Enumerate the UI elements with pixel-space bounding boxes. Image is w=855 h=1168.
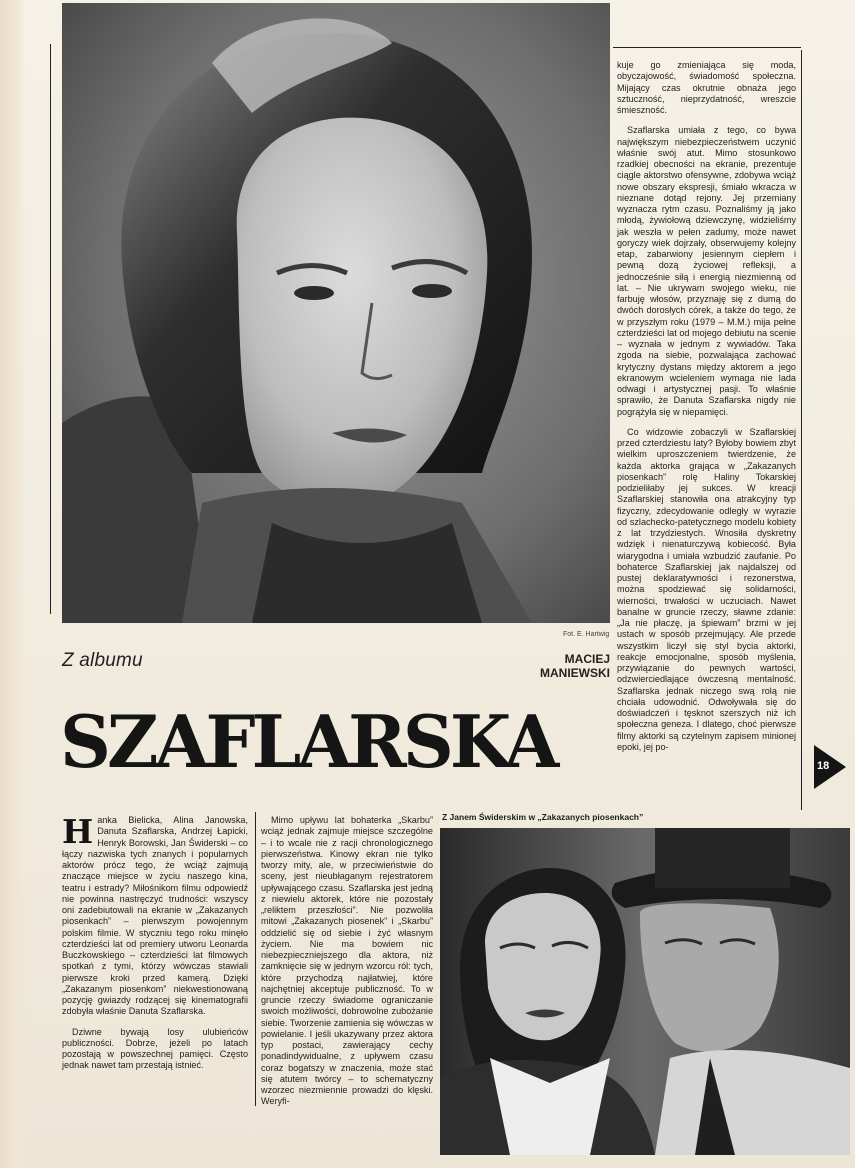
right-column-text <box>617 60 796 762</box>
portrait-photo <box>62 3 610 623</box>
film-still-photo <box>440 828 850 1155</box>
drop-cap: H <box>62 812 94 851</box>
lead-text: anka Bielicka, Alina Janowska, Danuta Szaflarska, Andrzej Łapicki, Henryk Borowski, Jan Świderski – co łączy nazwiska tych znanych i popularnych aktorów prócz tego, że wciąż zajmują znaczące miejsce w życiu naszego kina, teatru i estrady? Miłośnikom filmu odpowiedź nie powinna nastręczyć trudności: wszyscy oni zadebiutowali na ekranie w „Zakazanych piosenkach” – pierwszym powojennym polskim filmie. W styczniu tego roku minęło czterdzieści lat od premiery utworu Leonarda Buczkowskiego – czterdzieści lat filmowych spotkań z tymi, którzy wówczas stawiali pierwsze kroki przed kamerą. Dzięki „Zakazanym piosenkom” niekwestionowaną pozycję gwiazdy rodzącej się kinematografii zdobyła właśnie Danuta Szaflarska. <box>62 815 248 1017</box>
author-byline <box>520 652 610 680</box>
photo-credit: Fot. E. Hartwig <box>563 631 610 638</box>
column-paragraph: Dziwne bywają losy ulubieńców publiczności. Dobrze, jeżeli po latach pozostają w powszechnej pamięci. Często jednak nawet tam przestają istnieć. <box>62 1026 248 1071</box>
section-kicker: Z albumu <box>62 650 143 671</box>
portrait-image <box>62 3 610 623</box>
page-number: 18 <box>817 760 830 772</box>
author-last-name: MANIEWSKI <box>540 666 610 680</box>
left-rule <box>50 44 51 614</box>
lead-paragraph <box>62 812 248 1018</box>
right-paragraph: Szaflarska umiała z tego, co bywa największym niebezpieczeństwem uczynić właśnie swój atut. Mimo stosunkowo rzadkiej obecności na ekranie, prezentuje ciągle aktorstwo ofensywne, zdobywa wciąż nowe obszary ekspresji, śmiało wkracza w nieznane dotąd rejony. Jej przemiany wyznacza rytm czasu. Poznaliśmy ją jako młodą, żywiołową dziewczynę, widzieliśmy jak weszła w pełen zadumy, może nawet goryczy wiek dojrzały, obserwujemy kolejny etap, zabarwiony jesiennym ciepłem i pewną dozą życiowej refleksji, a jednocześnie siłą i energią niezmienną od lat. – Nie ukrywam swojego wieku, nie farbuję włosów, przyznaję się z dumą do dwóch dorosłych córek, a także do tego, że w przyszłym roku (1979 – M.M.) mija pełne czterdzieści lat od mojego debiutu na scenie – wyznała w jednym z wywiadów. Taka zgoda na siebie, pozwalająca zachować krytyczny dystans między aktorem a jego ekranowym wcieleniem wymaga nie lada odwagi i artystycznej pasji. To właśnie sprawiło, że Danuta Szaflarska nigdy nie pogrążyła się w niepamięci. <box>617 125 796 417</box>
right-paragraph: Co widzowie zobaczyli w Szaflarskiej przed czterdziestu laty? Byłoby bowiem zbyt wielkim uproszczeniem twierdzenie, że każda aktorka grająca w „Zakazanych piosenkach” rolę Haliny Tokarskiej podzieliłaby jej sukces. W kreacji Szaflarskiej stanowiła ona atrakcyjny typ fizyczny, zdecydowanie odległy w wyrazie od szlachecko-patetycznego modelu kobiety z lat trzydziestych. Wnosiła dyskretny wdzięk i nienaturczywą kobiecość. Była wiarygodna i umiała wzbudzić zaufanie. Po bohaterce Szaflarskiej jak najdalszej od pustej deklaratywności i rezonerstwa, można spodziewać się solidarności, wierności, trwałości w uczuciach. Nawet banalne w gruncie rzeczy, sławne zdanie: „Ja nie płaczę, ja śpiewam” brzmi w jej ustach w sposób przejmujący. Ale przede wszystkim liczył się styl bycia aktorki, reakcje emocjonalne, sposób myślenia, przywiązanie do pewnych wartości, odzwierciedlające ówczesną mentalność. Szaflarska jednak niczego swą rolą nie chciała udowodnić. Odwoływała się do doświadczeń i tęsknot szerszych niż ich społeczna geneza. I dlatego, choć pierwsze filmy aktorki są czytelnym zapisem minionej epoki, jej po- <box>617 426 796 752</box>
photo-caption: Z Janem Świderskim w „Zakazanych piosenkach” <box>442 812 644 822</box>
author-first-name: MACIEJ <box>564 652 610 666</box>
page-number-marker <box>814 745 846 789</box>
paper-edge <box>0 0 26 1168</box>
center-rule <box>255 812 256 1106</box>
right-rule <box>801 50 802 810</box>
lower-column-1 <box>62 812 248 1081</box>
headline: SZAFLARSKA <box>60 699 556 784</box>
top-rule <box>613 47 801 48</box>
film-still-image <box>440 828 850 1155</box>
right-paragraph: kuje go zmieniająca się moda, obyczajowość, świadomość społeczna. Mijający czas okrutnie obnaża jego sztuczność, nieprzydatność, wreszcie śmieszność. <box>617 60 796 115</box>
lower-column-2 <box>261 815 433 1117</box>
column-paragraph: Mimo upływu lat bohaterka „Skarbu” wciąż jednak zajmuje miejsce szczególne – i to wcale nie z racji chronologicznego pierwszeństwa. Kinowy ekran nie tylko tworzy mity, ale, w przeciwieństwie do sceny, jest nieubłaganym rejestratorem upływającego czasu. Szaflarska jest jedną z niewielu aktorek, które nie pozostały „reliktem przeszłości”. Nie pozwoliła mitowi „Zakazanych piosenek” i „Skarbu” oddzielić się od siebie i żyć własnym życiem. Nie ma bowiem nic niebezpieczniejszego dla aktora, niż zamknięcie się w jednym wzorcu ról: tych, które przychodzą najłatwiej, które najchętniej akceptuje publiczność. To w gruncie rzeczy świadome ograniczanie swoich możliwości, dobrowolne zubożanie siebie. Tworzenie zamienia się wówczas w powielanie. I jeśli ukazywany przez aktora typ postaci, zawierający cechy ponadindywidualne, z upływem czasu coraz bogatszy w znaczenia, może stać się atutem twórcy – to schematyczny wzorzec niezmiennie prowadzi do klęski. Weryfi- <box>261 815 433 1107</box>
